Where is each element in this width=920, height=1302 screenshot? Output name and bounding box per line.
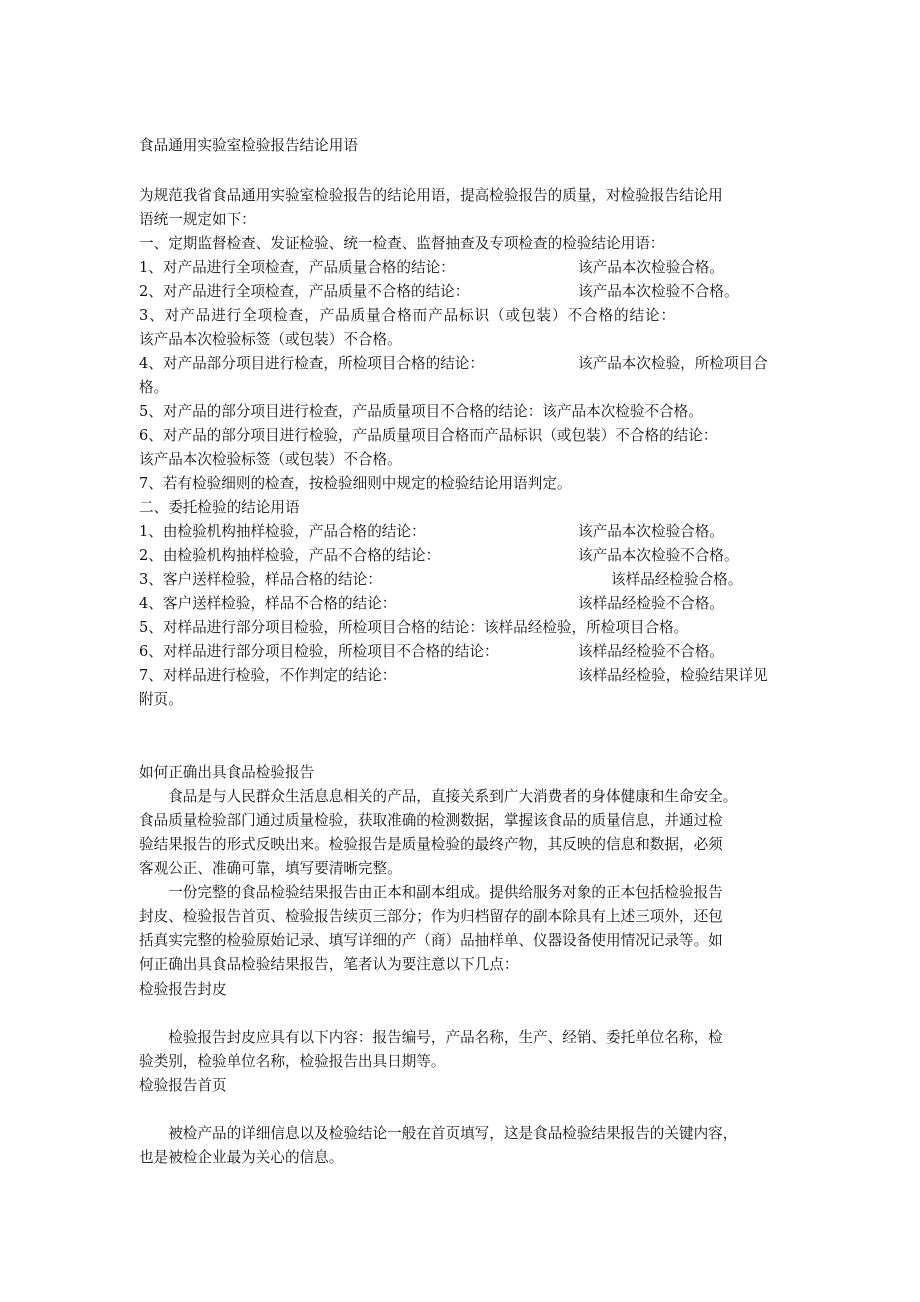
list-item-cont: 该产品本次检验标签（或包装）不合格。 bbox=[139, 451, 402, 468]
doc-title: 食品通用实验室检验报告结论用语 bbox=[139, 137, 358, 154]
item-condition: 2、对产品进行全项检查，产品质量不合格的结论： bbox=[139, 283, 470, 300]
paragraph-line: 验结果报告的形式反映出来。检验报告是质量检验的最终产物，其反映的信息和数据，必须 bbox=[139, 836, 723, 853]
paragraph-line: 也是被检企业最为关心的信息。 bbox=[139, 1149, 344, 1166]
list-item-cont: 附页。 bbox=[139, 691, 183, 708]
list-item: 3、对产品进行全项检查，产品质量合格而产品标识（或包装）不合格的结论： bbox=[139, 307, 676, 324]
item-conclusion: 该样品经检验合格。 bbox=[611, 571, 743, 588]
item-conclusion: 该样品经检验，检验结果详见 bbox=[578, 667, 768, 684]
intro-line-1: 为规范我省食品通用实验室检验报告的结论用语，提高检验报告的质量，对检验报告结论用 bbox=[139, 187, 723, 204]
item-conclusion: 该样品经检验不合格。 bbox=[578, 595, 724, 612]
part2-heading: 二、委托检验的结论用语 bbox=[139, 499, 300, 516]
item-conclusion: 该产品本次检验合格。 bbox=[578, 523, 724, 540]
item-conclusion: 该样品经检验不合格。 bbox=[578, 643, 724, 660]
paragraph-line: 括真实完整的检验原始记录、填写详细的产（商）品抽样单、仪器设备使用情况记录等。如 bbox=[139, 932, 723, 949]
item-conclusion: 该产品本次检验，所检项目合 bbox=[578, 355, 768, 372]
paragraph-line: 封皮、检验报告首页、检验报告续页三部分；作为归档留存的副本除具有上述三项外，还包 bbox=[139, 908, 723, 925]
list-item: 6、对产品的部分项目进行检验，产品质量项目合格而产品标识（或包装）不合格的结论： bbox=[139, 427, 718, 444]
part1-heading: 一、定期监督检查、发证检验、统一检查、监督抽查及专项检查的检验结论用语： bbox=[139, 235, 665, 252]
paragraph-line: 客观公正、准确可靠，填写要清晰完整。 bbox=[139, 860, 402, 877]
item-condition: 6、对样品进行部分项目检验，所检项目不合格的结论： bbox=[139, 643, 499, 660]
item-condition: 2、由检验机构抽样检验，产品不合格的结论： bbox=[139, 547, 441, 564]
list-item-cont: 该产品本次检验标签（或包装）不合格。 bbox=[139, 331, 402, 348]
item-conclusion: 该产品本次检验合格。 bbox=[578, 259, 724, 276]
item-condition: 1、对产品进行全项检查，产品质量合格的结论： bbox=[139, 259, 455, 276]
item-condition: 7、对样品进行检验，不作判定的结论： bbox=[139, 667, 397, 684]
paragraph-line: 验类别，检验单位名称，检验报告出具日期等。 bbox=[139, 1053, 446, 1070]
first-page-heading: 检验报告首页 bbox=[139, 1077, 227, 1094]
item-condition: 4、客户送样检验，样品不合格的结论： bbox=[139, 595, 397, 612]
list-item: 5、对产品的部分项目进行检查，产品质量项目不合格的结论：该产品本次检验不合格。 bbox=[139, 403, 703, 420]
item-conclusion: 该产品本次检验不合格。 bbox=[578, 547, 739, 564]
article-title: 如何正确出具食品检验报告 bbox=[139, 764, 315, 781]
list-item: 5、对样品进行部分项目检验，所检项目合格的结论：该样品经检验，所检项目合格。 bbox=[139, 619, 689, 636]
cover-heading: 检验报告封皮 bbox=[139, 981, 227, 998]
paragraph-line: 何正确出具食品检验结果报告，笔者认为要注意以下几点： bbox=[139, 956, 519, 973]
item-condition: 4、对产品部分项目进行检查，所检项目合格的结论： bbox=[139, 355, 484, 372]
paragraph-line: 食品质量检验部门通过质量检验，获取准确的检测数据，掌握该食品的质量信息，并通过检 bbox=[139, 812, 723, 829]
paragraph-line: 食品是与人民群众生活息息相关的产品，直接关系到广大消费者的身体健康和生命安全。 bbox=[139, 788, 738, 805]
intro-line-2: 语统一规定如下： bbox=[139, 211, 256, 228]
list-item: 7、若有检验细则的检查，按检验细则中规定的检验结论用语判定。 bbox=[139, 475, 572, 492]
item-condition: 1、由检验机构抽样检验，产品合格的结论： bbox=[139, 523, 426, 540]
paragraph-line: 检验报告封皮应具有以下内容：报告编号，产品名称，生产、经销、委托单位名称，检 bbox=[139, 1029, 723, 1046]
list-item-cont: 格。 bbox=[139, 379, 169, 396]
paragraph-line: 被检产品的详细信息以及检验结论一般在首页填写，这是食品检验结果报告的关键内容， bbox=[139, 1125, 738, 1142]
item-condition: 3、客户送样检验，样品合格的结论： bbox=[139, 571, 382, 588]
item-conclusion: 该产品本次检验不合格。 bbox=[578, 283, 739, 300]
paragraph-line: 一份完整的食品检验结果报告由正本和副本组成。提供给服务对象的正本包括检验报告 bbox=[139, 884, 723, 901]
